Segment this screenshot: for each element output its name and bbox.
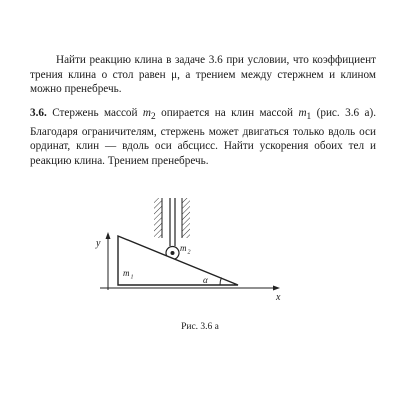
mass-m1-subscript: 1 <box>306 112 312 123</box>
problem-text-b: опирается на клин массой <box>155 107 299 119</box>
mass-m1: m <box>298 107 307 119</box>
wedge <box>118 236 238 285</box>
x-axis-arrow <box>273 286 280 291</box>
problem-number: 3.6. <box>30 107 47 119</box>
problem-text-a: Стержень массой <box>46 107 143 119</box>
y-axis-label: y <box>96 238 101 249</box>
m2-label: m <box>180 243 187 253</box>
m1-label-subscript: 1 <box>130 274 134 281</box>
alpha-label: α <box>203 275 208 285</box>
paragraph-reaction-text: Найти реакцию клина в задаче 3.6 при условии, что коэффициент трения клина о стол равен μ, а трением между стержнем и клином можно пренебречь. <box>30 54 376 95</box>
m1-label: m <box>123 268 130 278</box>
left-guide-hatch <box>154 198 162 238</box>
rod-roller-center <box>171 251 175 255</box>
mass-m2: m <box>142 107 152 119</box>
right-guide-hatch <box>182 198 190 238</box>
m2-label-subscript: 2 <box>187 249 191 256</box>
figure-caption: Рис. 3.6 а <box>181 322 219 332</box>
problem-text-c: (рис. 3.6 а). Благодаря ограничителям, стержень может двигаться только вдоль оси ординат, клин — вдоль оси абсцисс. Найти ускорения обоих тел и реакцию клина. Трением пренебречь. <box>30 107 376 167</box>
y-axis-arrow <box>106 232 111 239</box>
mass-m2-subscript: 2 <box>151 112 156 123</box>
x-axis-label: x <box>276 292 281 303</box>
